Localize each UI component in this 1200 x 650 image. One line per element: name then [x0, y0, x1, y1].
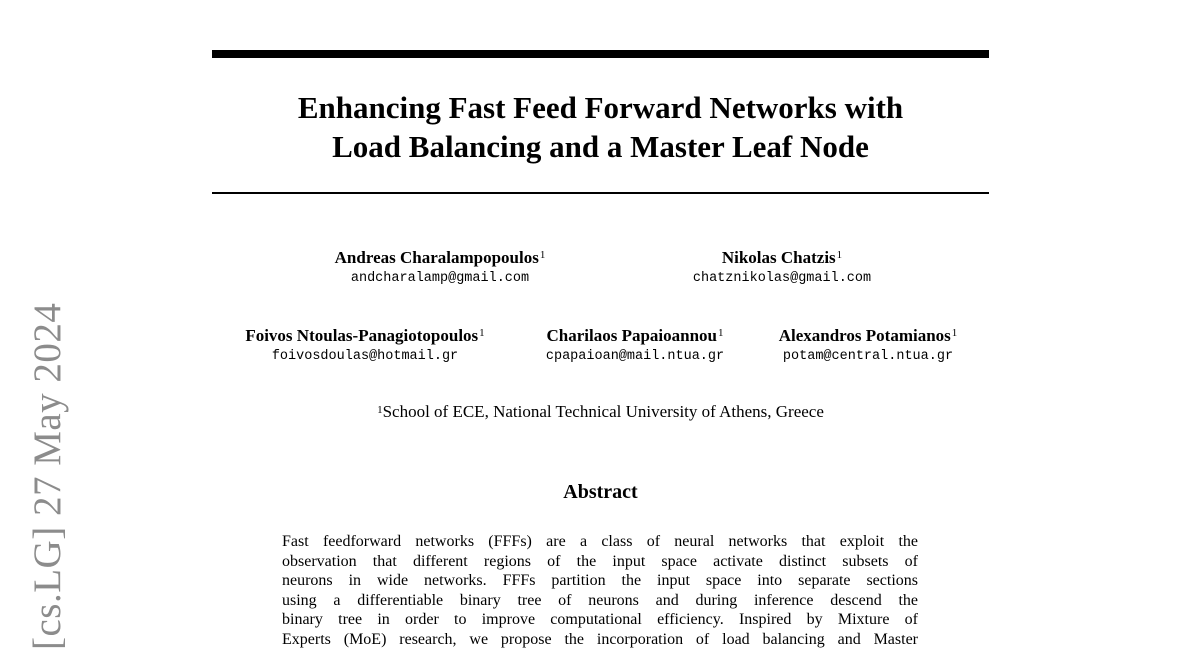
- title-rule: [212, 192, 989, 194]
- top-rule: [212, 50, 989, 58]
- author-block: [335, 248, 546, 290]
- title-line-1: Enhancing Fast Feed Forward Networks with: [297, 90, 904, 125]
- author-block: [245, 326, 484, 368]
- arxiv-stamp: [cs.LG] 27 May 2024: [26, 302, 69, 650]
- abstract-line: Fast feedforward networks (FFFs) are a class of neural networks that exploit the: [282, 533, 918, 550]
- abstract-line: using a differentiable binary tree of neurons and during inference descend the: [282, 591, 918, 609]
- abstract-line: neurons in wide networks. FFFs partition the input space into separate sections: [282, 572, 918, 589]
- abstract-line: observation that different regions of the input space activate distinct subsets of: [282, 552, 918, 570]
- author-block: [693, 248, 871, 290]
- author-name: Foivos Ntoulas-Panagiotopoulos$^1$: [245, 326, 485, 345]
- author-email[interactable]: andcharalamp@gmail.com: [350, 271, 530, 286]
- author-block: [546, 326, 724, 368]
- affiliation: $^1$School of ECE, National Technical University of Athens, Greece: [377, 402, 824, 421]
- abstract-heading: Abstract: [563, 481, 638, 503]
- abstract-line: Experts (MoE) research, we propose the incorporation of load balancing and Master: [282, 630, 918, 648]
- paper-title: [212, 88, 989, 166]
- author-name: Charilaos Papaioannou$^1$: [546, 326, 724, 345]
- author-name: Andreas Charalampopoulos$^1$: [334, 248, 546, 267]
- author-name: Alexandros Potamianos$^1$: [778, 326, 958, 345]
- author-email[interactable]: foivosdoulas@hotmail.gr: [271, 349, 459, 364]
- author-email[interactable]: potam@central.ntua.gr: [782, 349, 954, 364]
- author-name: Nikolas Chatzis$^1$: [721, 248, 843, 267]
- author-email[interactable]: chatznikolas@gmail.com: [692, 271, 872, 286]
- author-block: [779, 326, 958, 368]
- abstract-body: [282, 532, 918, 649]
- author-email[interactable]: cpapaioan@mail.ntua.gr: [545, 349, 725, 364]
- title-line-2: Load Balancing and a Master Leaf Node: [332, 129, 869, 164]
- abstract-line: binary tree in order to improve computational efficiency. Inspired by Mixture of: [282, 611, 918, 628]
